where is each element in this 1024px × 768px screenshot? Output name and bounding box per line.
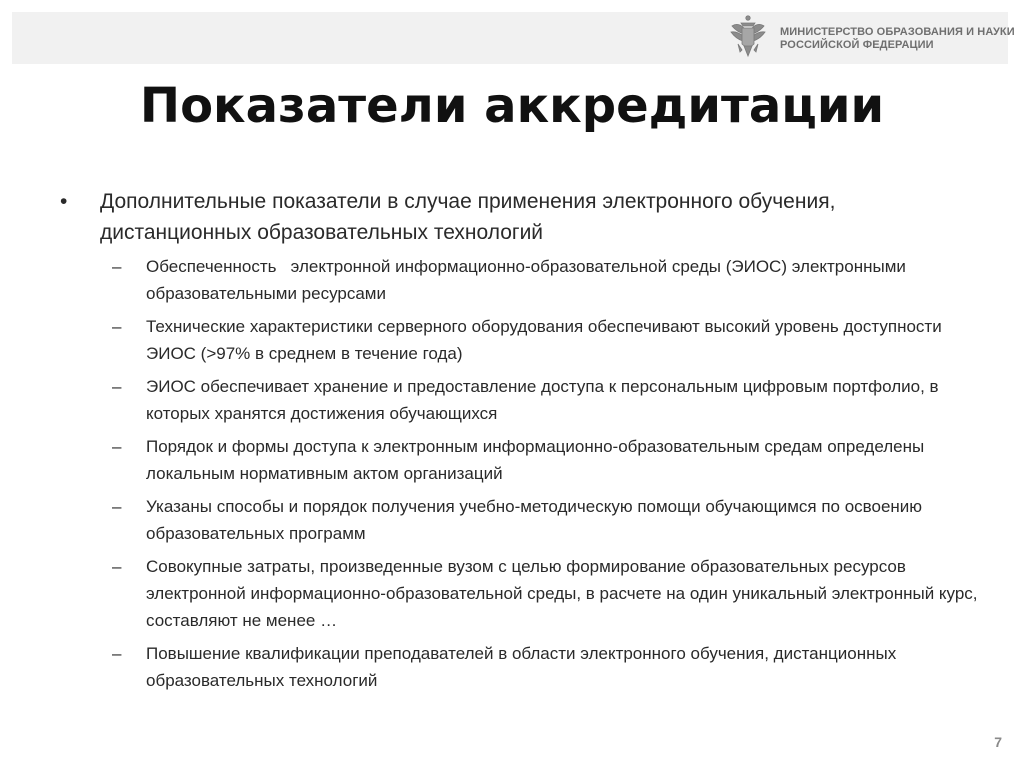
page-number: 7 — [994, 734, 1002, 750]
sub-bullet-item — [60, 373, 980, 427]
sub-bullet-item — [60, 253, 980, 307]
ministry-name-line2: РОССИЙСКОЙ ФЕДЕРАЦИИ — [780, 39, 934, 51]
sub-bullet-text: Обеспеченность электронной информационно-образовательной среды (ЭИОС) электронными образовательными ресурсами — [146, 257, 911, 303]
sub-bullet-text: Указаны способы и порядок получения учебно-методическую помощи обучающимся по освоению образовательных программ — [146, 497, 927, 543]
sub-bullet-text: ЭИОС обеспечивает хранение и предоставление доступа к персональным цифровым портфолио, в которых хранятся достижения обучающихся — [146, 377, 944, 423]
dash-marker: – — [112, 497, 122, 516]
header-band — [12, 12, 1015, 64]
sub-bullet-item — [60, 553, 983, 634]
sub-bullet-list — [60, 253, 983, 694]
dash-marker: – — [112, 437, 122, 456]
slide-content — [60, 186, 983, 700]
sub-bullet-text: Совокупные затраты, произведенные вузом с целью формирование образовательных ресурсов электронной информационно-образовательной среды, в расчете на один уникальный электронный курс, составляют не менее … — [146, 557, 983, 630]
sub-bullet-text: Технические характеристики серверного оборудования обеспечивают высокий уровень доступности ЭИОС (>97% в среднем в течение года) — [146, 317, 947, 363]
main-bullet-text: Дополнительные показатели в случае применения электронного обучения, дистанционных образовательных технологий — [100, 190, 836, 244]
sub-bullet-item — [60, 493, 980, 547]
bullet-marker: • — [60, 190, 68, 213]
ministry-name-line1: МИНИСТЕРСТВО ОБРАЗОВАНИЯ И НАУКИ — [780, 26, 1015, 38]
sub-bullet-text: Порядок и формы доступа к электронным информационно-образовательным средам определены локальным нормативным актом организаций — [146, 437, 929, 483]
coat-of-arms-emblem-icon — [728, 14, 768, 60]
ministry-name — [780, 26, 1015, 52]
dash-marker: – — [112, 317, 122, 336]
dash-marker: – — [112, 377, 122, 396]
slide-title: Показатели аккредитации — [139, 78, 885, 134]
sub-bullet-item — [60, 433, 980, 487]
dash-marker: – — [112, 257, 122, 276]
dash-marker: – — [112, 644, 122, 663]
sub-bullet-item — [60, 640, 980, 694]
dash-marker: – — [112, 557, 122, 576]
main-bullet-item — [60, 186, 980, 248]
sub-bullet-item — [60, 313, 980, 367]
sub-bullet-text: Повышение квалификации преподавателей в области электронного обучения, дистанционных образовательных технологий — [146, 644, 901, 690]
